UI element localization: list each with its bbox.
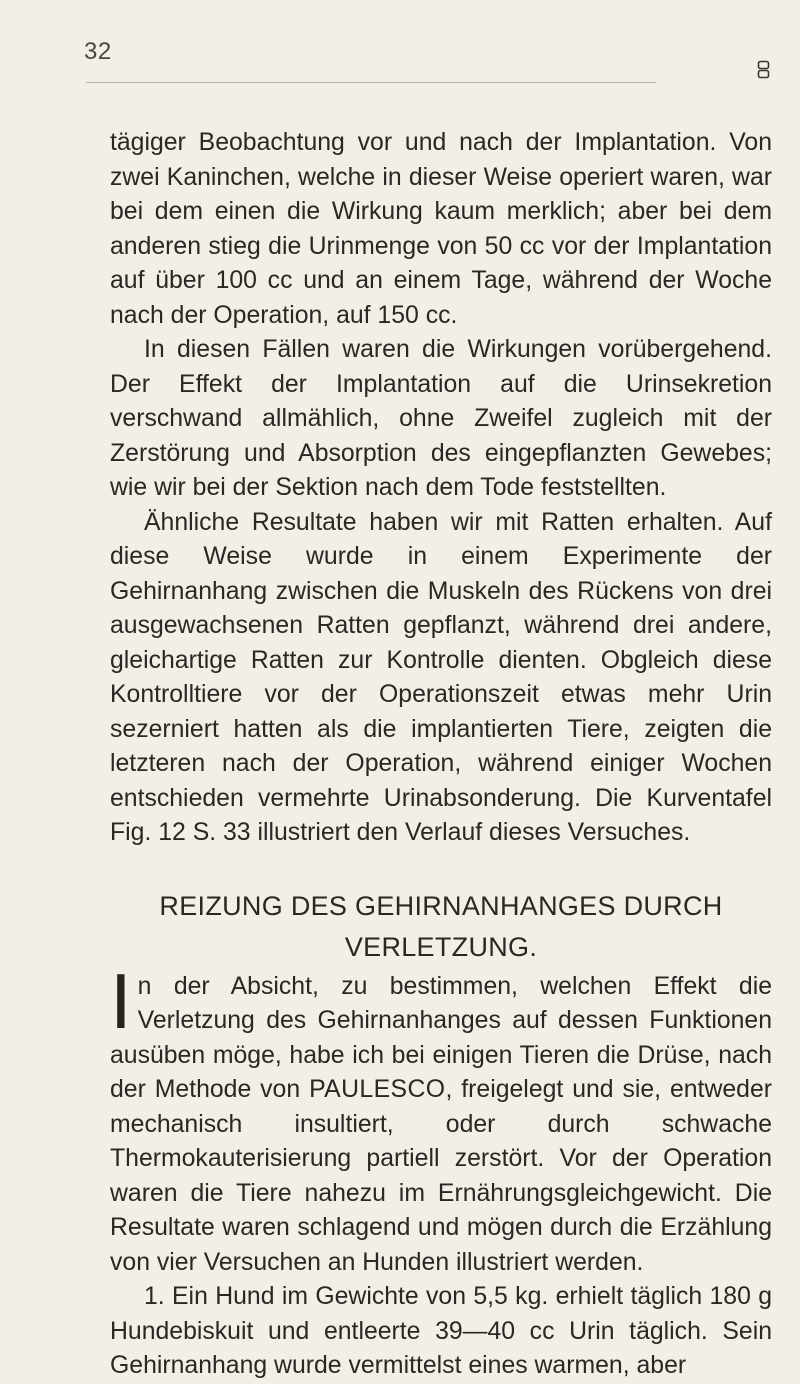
paragraph-implantation-results: tägiger Beobachtung vor und nach der Implantation. Von zwei Kaninchen, welche in dieser Weise operiert waren, war bei dem einen die Wirkung kaum merklich; aber bei dem anderen stieg die Urinmenge von 50 cc vor der Implantation auf über 100 cc und an einem Tage, während der Woche nach der Operation, auf 150 cc.: [110, 129, 772, 329]
section-heading-line-2: VERLETZUNG.: [344, 931, 538, 962]
author-name: PAULESCO: [309, 1076, 446, 1103]
header-rule: [86, 82, 656, 83]
section-heading: [110, 886, 772, 968]
section-heading-line-1: REIZUNG DES GEHIRNANHANGES DURCH: [159, 890, 723, 921]
page-header: [84, 30, 770, 94]
paragraph-rat-experiment: Ähnliche Resultate haben wir mit Ratten erhalten. Auf diese Weise wurde in einem Experimente der Gehirnanhang zwischen die Muskeln des Rückens von drei ausgewachsenen Ratten gepflanzt, während drei andere, gleichartige Ratten zur Kontrolle dienten. Obgleich diese Kontrolltiere vor der Operationszeit etwas mehr Urin sezerniert hatten als die implantierten Tiere, zeigten die letzteren nach der Operation, während einiger Wochen entschieden vermehrte Urinabsonderung. Die Kurventafel Fig. 12 S. 33 illustriert den Verlauf dieses Versuches.: [110, 508, 772, 846]
paragraph-transient-effects: In diesen Fällen waren die Wirkungen vorübergehend. Der Effekt der Implantation auf die Urinsekretion verschwand allmählich, ohne Zweifel zugleich mit der Zerstörung und Absorption des eingepflanzten Gewebes; wie wir bei der Sektion nach dem Tode feststellten.: [110, 336, 772, 501]
drop-cap: I: [110, 956, 132, 1045]
section-intro-text-end: , freigelegt und sie, entweder mechanisch insultiert, oder durch schwache Thermokauterisierung partiell zerstört. Vor der Operation waren die Tiere nahezu im Ernährungsgleichgewicht. Die Resultate waren schlagend und mögen durch die Erzählung von vier Versuchen an Hunden illustriert werden.: [110, 1076, 772, 1276]
paragraph-dog-experiment-1: 1. Ein Hund im Gewichte von 5,5 kg. erhielt täglich 180 g Hundebiskuit und entleerte 39—40 cc Urin täglich. Sein Gehirnanhang wurde vermittelst eines warmen, aber: [110, 1283, 772, 1379]
paragraph-section-intro: [110, 956, 772, 1281]
page-content: [110, 126, 772, 1384]
page-number: 32: [84, 38, 112, 65]
signature-mark-icon: [757, 60, 770, 80]
section-intro-text-start: n der Absicht, zu bestimmen, welchen Effekt die Verletzung des Gehirnanhanges auf dessen Funktionen ausüben möge, habe ich bei einigen Tieren die Drüse, nach der Methode von: [110, 972, 772, 1103]
